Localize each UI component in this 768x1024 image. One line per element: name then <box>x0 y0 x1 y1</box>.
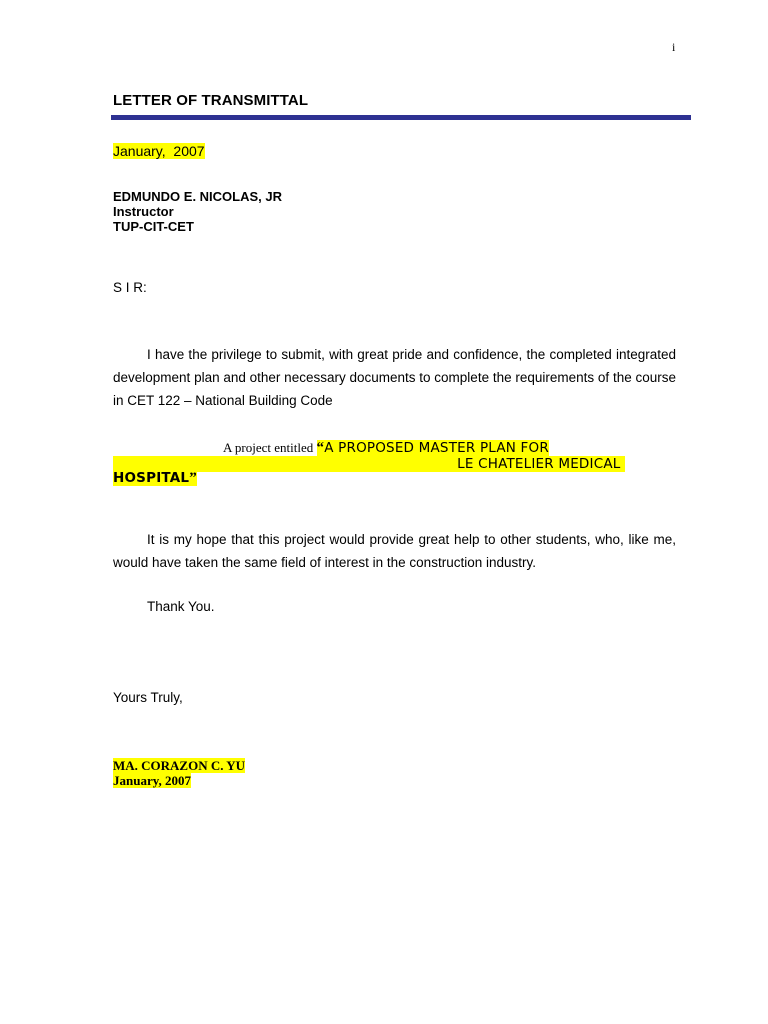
thanks-line: Thank You. <box>147 599 215 614</box>
project-title-line2-text: LE CHATELIER MEDICAL <box>113 456 625 472</box>
title-underline <box>111 115 691 120</box>
document-title: LETTER OF TRANSMITTAL <box>113 92 309 109</box>
recipient-name: EDMUNDO E. NICOLAS, JR <box>113 189 283 204</box>
paragraph-2 <box>113 528 676 574</box>
paragraph-1-text: I have the privilege to submit, with great pride and confidence, the completed integrated development plan and other necessary documents to complete the requirements of the course in CET 122 – National Building Code <box>113 347 676 408</box>
recipient-office: TUP-CIT-CET <box>113 219 194 234</box>
project-intro: A project entitled <box>223 440 314 455</box>
signature-date <box>113 773 191 789</box>
paragraph-1 <box>113 343 676 412</box>
project-title-line1: “A PROPOSED MASTER PLAN FOR <box>316 440 549 456</box>
salutation: S I R: <box>113 280 147 295</box>
project-title-line3-text: HOSPITAL” <box>113 470 197 486</box>
letter-date-text: January, 2007 <box>113 143 205 159</box>
closing: Yours Truly, <box>113 690 183 705</box>
signature-name-text: MA. CORAZON C. YU <box>113 758 246 773</box>
paragraph-2-text: It is my hope that this project would provide great help to other students, who, like me, would have taken the same field of interest in the construction industry. <box>113 532 676 570</box>
project-title-line3 <box>113 469 197 487</box>
recipient-position: Instructor <box>113 204 174 219</box>
letter-date <box>113 143 205 159</box>
signature-date-text: January, 2007 <box>113 773 192 788</box>
page-number: i <box>672 40 676 54</box>
signature-name <box>113 758 245 774</box>
